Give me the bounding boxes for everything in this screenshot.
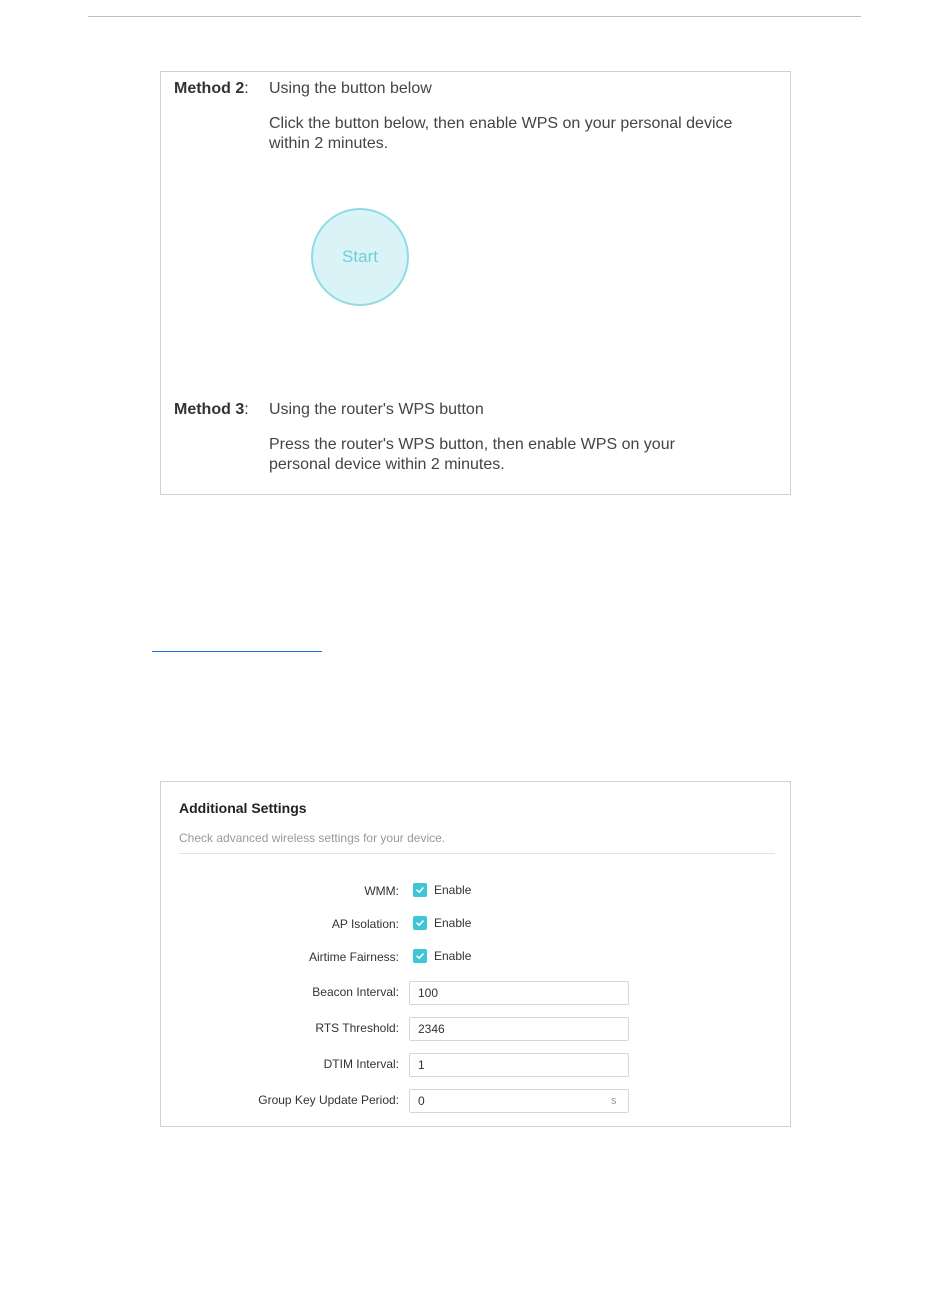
beacon-interval-row <box>161 981 790 1005</box>
airtime-fairness-row <box>161 946 790 970</box>
method2-title: Using the button below <box>269 80 432 97</box>
wmm-row <box>161 880 790 904</box>
method3-label: Method 3: <box>174 401 249 418</box>
check-icon[interactable] <box>413 883 427 897</box>
airtime-fairness-enable-label: Enable <box>434 949 472 963</box>
method3-title: Using the router's WPS button <box>269 401 484 418</box>
rts-threshold-label: RTS Threshold: <box>315 1021 399 1035</box>
wmm-checkbox[interactable] <box>413 883 471 897</box>
wmm-enable-label: Enable <box>434 883 472 897</box>
page-top-divider <box>88 16 861 17</box>
beacon-interval-input[interactable] <box>409 981 629 1005</box>
check-icon[interactable] <box>413 916 427 930</box>
seconds-unit: s <box>611 1095 617 1107</box>
ap-isolation-label: AP Isolation: <box>331 917 399 931</box>
beacon-interval-label: Beacon Interval: <box>312 985 399 999</box>
airtime-fairness-checkbox[interactable] <box>413 949 471 963</box>
group-key-update-label: Group Key Update Period: <box>258 1093 399 1107</box>
ap-isolation-checkbox[interactable] <box>413 916 471 930</box>
wmm-label: WMM: <box>364 884 399 898</box>
method2-description: Click the button below, then enable WPS on your personal device within 2 minutes. <box>269 115 733 152</box>
check-icon[interactable] <box>413 949 427 963</box>
group-key-update-row <box>161 1089 790 1113</box>
additional-settings-panel <box>160 781 791 1127</box>
settings-subtitle: Check advanced wireless settings for your device. <box>179 831 446 845</box>
ap-isolation-enable-label: Enable <box>434 916 472 930</box>
dtim-interval-row <box>161 1053 790 1077</box>
method2-label: Method 2: <box>174 80 249 97</box>
method3-description: Press the router's WPS button, then enable WPS on your personal device within 2 minutes. <box>269 436 675 473</box>
ap-isolation-row <box>161 913 790 937</box>
hyperlink-underline[interactable] <box>152 651 322 652</box>
settings-title: Additional Settings <box>179 800 307 816</box>
group-key-update-input[interactable] <box>409 1089 629 1113</box>
dtim-interval-label: DTIM Interval: <box>323 1057 399 1071</box>
dtim-interval-input[interactable] <box>409 1053 629 1077</box>
wps-methods-panel <box>160 71 791 495</box>
rts-threshold-input[interactable] <box>409 1017 629 1041</box>
settings-divider <box>179 853 775 854</box>
rts-threshold-row <box>161 1017 790 1041</box>
airtime-fairness-label: Airtime Fairness: <box>308 950 399 964</box>
wps-start-button[interactable]: Start <box>311 208 409 306</box>
